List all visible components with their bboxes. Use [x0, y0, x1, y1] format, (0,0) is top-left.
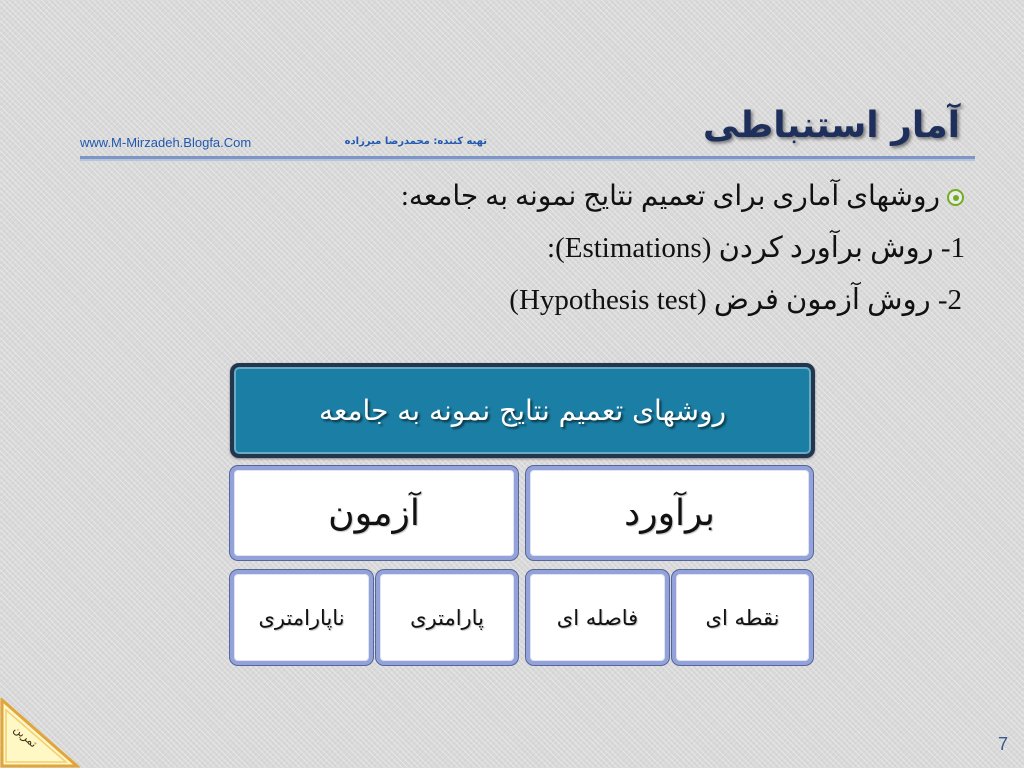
- bullet-icon: [947, 189, 964, 206]
- bullet-text: روشهای آماری برای تعمیم نتایج نمونه به جامعه:: [401, 181, 940, 212]
- author-credit: تهیه کننده: محمدرضا میرزاده: [344, 136, 487, 147]
- slide-title: آمار استنباطی: [702, 105, 960, 146]
- diagram-nonparametric-label: ناپارامتری: [258, 605, 345, 630]
- diagram-interval-estimate-label: فاصله ای: [556, 605, 639, 630]
- diagram-root-box: [230, 363, 815, 458]
- diagram-box-parametric: [376, 570, 518, 665]
- diagram-point-estimate-label: نقطه ای: [705, 605, 780, 630]
- diagram-box-nonparametric: [230, 570, 373, 665]
- page-number: 7: [997, 734, 1008, 754]
- exercise-label: تمرین: [11, 722, 40, 751]
- exercise-link[interactable]: [0, 698, 80, 768]
- diagram-parametric-label: پارامتری: [410, 605, 484, 630]
- title-divider: [80, 156, 975, 159]
- method-hypothesis-line: 2- روش آزمون فرض (Hypothesis test): [509, 284, 962, 316]
- website-url: www.M-Mirzadeh.Blogfa.Com: [80, 135, 252, 150]
- diagram-box-hypothesis-test: [230, 466, 518, 560]
- diagram-root-label: روشهای تعمیم نتایج نمونه به جامعه: [319, 394, 726, 427]
- diagram-box-point-estimate: [672, 570, 813, 665]
- diagram-box-interval-estimate: [526, 570, 669, 665]
- diagram-estimation-label: برآورد: [624, 492, 715, 534]
- bullet-dot: [953, 195, 959, 201]
- diagram-hypothesis-test-label: آزمون: [328, 492, 420, 534]
- method-estimation-line: 1- روش برآورد کردن (Estimations):: [547, 232, 965, 264]
- diagram-box-estimation: [526, 466, 813, 560]
